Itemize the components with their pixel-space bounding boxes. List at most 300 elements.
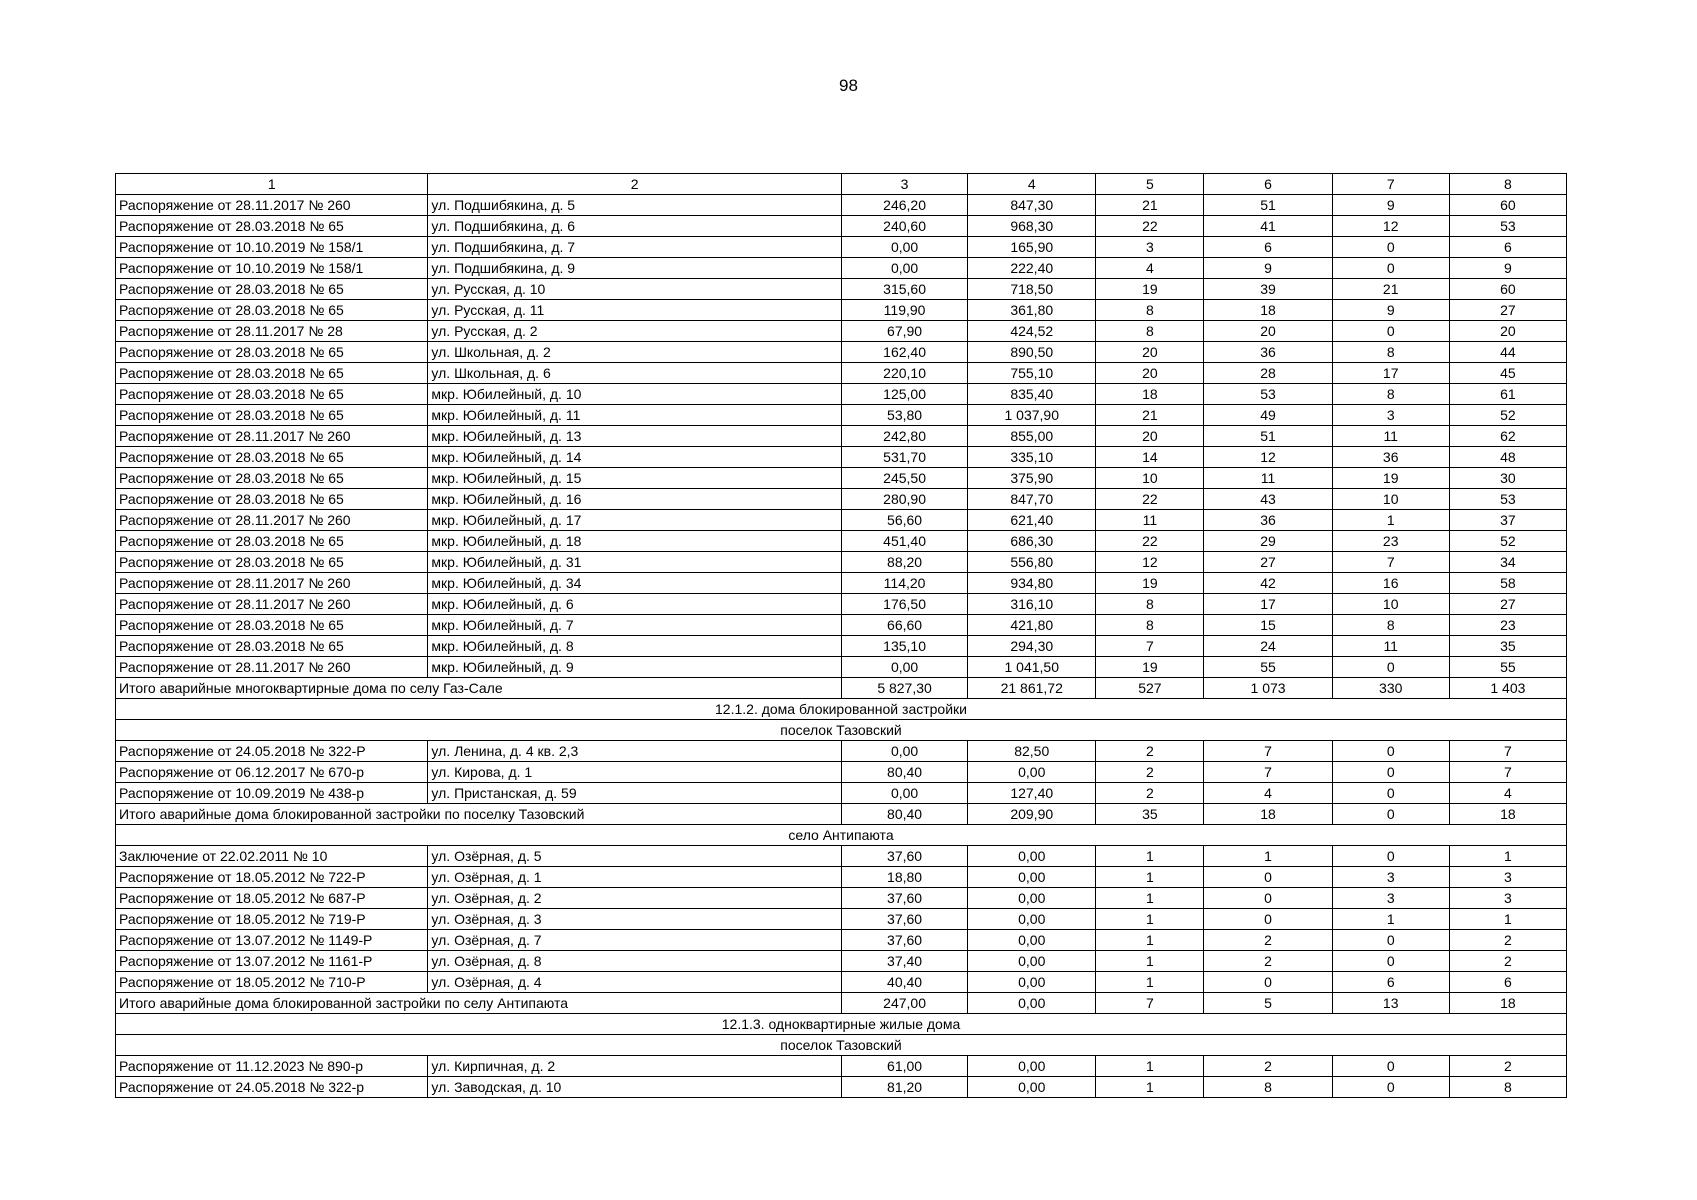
value-cell: 0 — [1332, 783, 1449, 804]
value-cell: 8 — [1332, 342, 1449, 363]
value-cell: 3 — [1332, 405, 1449, 426]
value-cell: 0 — [1204, 909, 1332, 930]
value-cell: 12 — [1332, 216, 1449, 237]
total-row — [116, 678, 1567, 699]
value-cell: 0 — [1332, 1077, 1449, 1098]
value-cell: 8 — [1204, 1077, 1332, 1098]
value-cell: 125,00 — [841, 384, 967, 405]
value-cell: 1 — [1332, 510, 1449, 531]
value-cell: 890,50 — [968, 342, 1096, 363]
value-cell: 0 — [1332, 951, 1449, 972]
table-row — [116, 468, 1567, 489]
document-cell: Распоряжение от 28.03.2018 № 65 — [116, 489, 428, 510]
value-cell: 1 — [1096, 909, 1204, 930]
table-row — [116, 195, 1567, 216]
value-cell: 7 — [1204, 762, 1332, 783]
value-cell: 45 — [1449, 363, 1566, 384]
document-cell: Распоряжение от 10.10.2019 № 158/1 — [116, 237, 428, 258]
value-cell: 3 — [1332, 888, 1449, 909]
value-cell: 20 — [1204, 321, 1332, 342]
total-label: Итого аварийные дома блокированной застройки по селу Антипаюта — [116, 993, 842, 1014]
value-cell: 0,00 — [841, 783, 967, 804]
table-row — [116, 405, 1567, 426]
value-cell: 24 — [1204, 636, 1332, 657]
value-cell: 1 — [1096, 951, 1204, 972]
section-title: поселок Тазовский — [116, 720, 1567, 741]
page-number: 98 — [839, 76, 858, 95]
value-cell: 27 — [1449, 594, 1566, 615]
value-cell: 0 — [1332, 930, 1449, 951]
value-cell: 0,00 — [968, 1056, 1096, 1077]
address-cell: мкр. Юбилейный, д. 34 — [428, 573, 842, 594]
value-cell: 6 — [1332, 972, 1449, 993]
table-row — [116, 300, 1567, 321]
header-cell: 3 — [841, 174, 967, 195]
document-cell: Распоряжение от 28.11.2017 № 260 — [116, 195, 428, 216]
value-cell: 20 — [1096, 426, 1204, 447]
value-cell: 16 — [1332, 573, 1449, 594]
address-cell: мкр. Юбилейный, д. 8 — [428, 636, 842, 657]
value-cell: 2 — [1096, 762, 1204, 783]
value-cell: 9 — [1204, 258, 1332, 279]
address-cell: ул. Озёрная, д. 8 — [428, 951, 842, 972]
value-cell: 53 — [1204, 384, 1332, 405]
value-cell: 21 — [1096, 405, 1204, 426]
value-cell: 17 — [1204, 594, 1332, 615]
value-cell: 0 — [1204, 972, 1332, 993]
total-value-cell: 18 — [1449, 993, 1566, 1014]
document-cell: Распоряжение от 18.05.2012 № 722-Р — [116, 867, 428, 888]
value-cell: 1 041,50 — [968, 657, 1096, 678]
value-cell: 0 — [1332, 1056, 1449, 1077]
document-cell: Распоряжение от 28.11.2017 № 260 — [116, 510, 428, 531]
value-cell: 2 — [1096, 783, 1204, 804]
table-row — [116, 594, 1567, 615]
value-cell: 55 — [1204, 657, 1332, 678]
value-cell: 9 — [1332, 300, 1449, 321]
value-cell: 718,50 — [968, 279, 1096, 300]
value-cell: 119,90 — [841, 300, 967, 321]
address-cell: ул. Ленина, д. 4 кв. 2,3 — [428, 741, 842, 762]
value-cell: 62 — [1449, 426, 1566, 447]
value-cell: 11 — [1332, 426, 1449, 447]
table-row — [116, 636, 1567, 657]
address-cell: ул. Озёрная, д. 5 — [428, 846, 842, 867]
value-cell: 114,20 — [841, 573, 967, 594]
value-cell: 135,10 — [841, 636, 967, 657]
document-cell: Распоряжение от 13.07.2012 № 1149-Р — [116, 930, 428, 951]
value-cell: 847,70 — [968, 489, 1096, 510]
value-cell: 55 — [1449, 657, 1566, 678]
value-cell: 11 — [1204, 468, 1332, 489]
value-cell: 18 — [1204, 300, 1332, 321]
value-cell: 22 — [1096, 216, 1204, 237]
document-cell: Распоряжение от 18.05.2012 № 710-Р — [116, 972, 428, 993]
section-title: поселок Тазовский — [116, 1035, 1567, 1056]
section-row — [116, 720, 1567, 741]
table-row — [116, 762, 1567, 783]
section-title: 12.1.2. дома блокированной застройки — [116, 699, 1567, 720]
value-cell: 37,60 — [841, 930, 967, 951]
value-cell: 0,00 — [968, 867, 1096, 888]
value-cell: 12 — [1096, 552, 1204, 573]
value-cell: 316,10 — [968, 594, 1096, 615]
value-cell: 8 — [1096, 615, 1204, 636]
value-cell: 10 — [1332, 489, 1449, 510]
table-body — [116, 174, 1567, 1098]
value-cell: 0,00 — [968, 972, 1096, 993]
value-cell: 51 — [1204, 426, 1332, 447]
value-cell: 220,10 — [841, 363, 967, 384]
value-cell: 1 — [1096, 888, 1204, 909]
value-cell: 40,40 — [841, 972, 967, 993]
address-cell: ул. Заводская, д. 10 — [428, 1077, 842, 1098]
value-cell: 2 — [1204, 930, 1332, 951]
value-cell: 0,00 — [841, 258, 967, 279]
document-cell: Распоряжение от 10.09.2019 № 438-р — [116, 783, 428, 804]
table-row — [116, 552, 1567, 573]
address-cell: мкр. Юбилейный, д. 18 — [428, 531, 842, 552]
value-cell: 53 — [1449, 489, 1566, 510]
value-cell: 81,20 — [841, 1077, 967, 1098]
total-value-cell: 330 — [1332, 678, 1449, 699]
value-cell: 37 — [1449, 510, 1566, 531]
address-cell: мкр. Юбилейный, д. 16 — [428, 489, 842, 510]
value-cell: 1 037,90 — [968, 405, 1096, 426]
value-cell: 835,40 — [968, 384, 1096, 405]
address-cell: мкр. Юбилейный, д. 6 — [428, 594, 842, 615]
value-cell: 127,40 — [968, 783, 1096, 804]
value-cell: 21 — [1096, 195, 1204, 216]
value-cell: 10 — [1332, 594, 1449, 615]
value-cell: 0,00 — [841, 237, 967, 258]
value-cell: 2 — [1449, 951, 1566, 972]
value-cell: 19 — [1096, 573, 1204, 594]
document-cell: Распоряжение от 28.11.2017 № 260 — [116, 426, 428, 447]
total-value-cell: 35 — [1096, 804, 1204, 825]
value-cell: 43 — [1204, 489, 1332, 510]
value-cell: 10 — [1096, 468, 1204, 489]
document-cell: Распоряжение от 28.03.2018 № 65 — [116, 300, 428, 321]
value-cell: 4 — [1204, 783, 1332, 804]
table-row — [116, 1077, 1567, 1098]
value-cell: 421,80 — [968, 615, 1096, 636]
address-cell: мкр. Юбилейный, д. 14 — [428, 447, 842, 468]
document-cell: Распоряжение от 28.03.2018 № 65 — [116, 384, 428, 405]
value-cell: 18,80 — [841, 867, 967, 888]
value-cell: 755,10 — [968, 363, 1096, 384]
value-cell: 242,80 — [841, 426, 967, 447]
address-cell: мкр. Юбилейный, д. 7 — [428, 615, 842, 636]
table-row — [116, 384, 1567, 405]
address-cell: ул. Школьная, д. 2 — [428, 342, 842, 363]
table-row — [116, 363, 1567, 384]
value-cell: 0 — [1332, 846, 1449, 867]
value-cell: 56,60 — [841, 510, 967, 531]
address-cell: мкр. Юбилейный, д. 31 — [428, 552, 842, 573]
header-cell: 8 — [1449, 174, 1566, 195]
table-row — [116, 972, 1567, 993]
value-cell: 30 — [1449, 468, 1566, 489]
address-cell: ул. Подшибякина, д. 7 — [428, 237, 842, 258]
value-cell: 240,60 — [841, 216, 967, 237]
value-cell: 52 — [1449, 531, 1566, 552]
value-cell: 37,60 — [841, 846, 967, 867]
value-cell: 27 — [1449, 300, 1566, 321]
document-cell: Распоряжение от 24.05.2018 № 322-Р — [116, 741, 428, 762]
value-cell: 8 — [1096, 300, 1204, 321]
document-cell: Распоряжение от 28.11.2017 № 28 — [116, 321, 428, 342]
header-row — [116, 174, 1567, 195]
value-cell: 0,00 — [968, 762, 1096, 783]
table-row — [116, 447, 1567, 468]
value-cell: 18 — [1096, 384, 1204, 405]
address-cell: ул. Кирпичная, д. 2 — [428, 1056, 842, 1077]
value-cell: 52 — [1449, 405, 1566, 426]
table-row — [116, 510, 1567, 531]
header-cell: 2 — [428, 174, 842, 195]
document-cell: Распоряжение от 28.11.2017 № 260 — [116, 573, 428, 594]
total-value-cell: 5 — [1204, 993, 1332, 1014]
value-cell: 0 — [1332, 258, 1449, 279]
value-cell: 23 — [1332, 531, 1449, 552]
value-cell: 0 — [1204, 867, 1332, 888]
value-cell: 19 — [1332, 468, 1449, 489]
value-cell: 0 — [1204, 888, 1332, 909]
document-cell: Распоряжение от 28.11.2017 № 260 — [116, 657, 428, 678]
value-cell: 1 — [1449, 909, 1566, 930]
value-cell: 9 — [1449, 258, 1566, 279]
value-cell: 176,50 — [841, 594, 967, 615]
document-cell: Распоряжение от 18.05.2012 № 719-Р — [116, 909, 428, 930]
value-cell: 7 — [1332, 552, 1449, 573]
value-cell: 8 — [1449, 1077, 1566, 1098]
value-cell: 686,30 — [968, 531, 1096, 552]
address-cell: мкр. Юбилейный, д. 17 — [428, 510, 842, 531]
table-row — [116, 783, 1567, 804]
value-cell: 2 — [1449, 1056, 1566, 1077]
value-cell: 280,90 — [841, 489, 967, 510]
total-value-cell: 18 — [1204, 804, 1332, 825]
table-row — [116, 846, 1567, 867]
value-cell: 2 — [1204, 951, 1332, 972]
section-row — [116, 699, 1567, 720]
value-cell: 1 — [1096, 846, 1204, 867]
document-cell: Распоряжение от 28.03.2018 № 65 — [116, 405, 428, 426]
value-cell: 8 — [1332, 615, 1449, 636]
section-title: 12.1.3. одноквартирные жилые дома — [116, 1014, 1567, 1035]
value-cell: 245,50 — [841, 468, 967, 489]
table-row — [116, 321, 1567, 342]
section-row — [116, 825, 1567, 846]
address-cell: ул. Школьная, д. 6 — [428, 363, 842, 384]
table-row — [116, 342, 1567, 363]
table-row — [116, 888, 1567, 909]
value-cell: 27 — [1204, 552, 1332, 573]
value-cell: 35 — [1449, 636, 1566, 657]
value-cell: 0,00 — [968, 1077, 1096, 1098]
value-cell: 34 — [1449, 552, 1566, 573]
total-value-cell: 5 827,30 — [841, 678, 967, 699]
value-cell: 0,00 — [841, 657, 967, 678]
value-cell: 335,10 — [968, 447, 1096, 468]
document-cell: Распоряжение от 28.03.2018 № 65 — [116, 615, 428, 636]
housing-table — [115, 173, 1567, 1098]
value-cell: 21 — [1332, 279, 1449, 300]
value-cell: 1 — [1096, 972, 1204, 993]
address-cell: мкр. Юбилейный, д. 11 — [428, 405, 842, 426]
total-value-cell: 527 — [1096, 678, 1204, 699]
document-cell: Распоряжение от 28.03.2018 № 65 — [116, 531, 428, 552]
value-cell: 0 — [1332, 762, 1449, 783]
value-cell: 6 — [1204, 237, 1332, 258]
value-cell: 8 — [1096, 321, 1204, 342]
value-cell: 58 — [1449, 573, 1566, 594]
value-cell: 0 — [1332, 657, 1449, 678]
document-cell: Распоряжение от 06.12.2017 № 670-р — [116, 762, 428, 783]
value-cell: 0,00 — [968, 930, 1096, 951]
value-cell: 48 — [1449, 447, 1566, 468]
value-cell: 1 — [1096, 930, 1204, 951]
value-cell: 4 — [1449, 783, 1566, 804]
value-cell: 361,80 — [968, 300, 1096, 321]
address-cell: мкр. Юбилейный, д. 9 — [428, 657, 842, 678]
value-cell: 29 — [1204, 531, 1332, 552]
total-value-cell: 13 — [1332, 993, 1449, 1014]
address-cell: ул. Озёрная, д. 7 — [428, 930, 842, 951]
table-row — [116, 279, 1567, 300]
total-value-cell: 0 — [1332, 804, 1449, 825]
address-cell: ул. Пристанская, д. 59 — [428, 783, 842, 804]
value-cell: 8 — [1332, 384, 1449, 405]
value-cell: 246,20 — [841, 195, 967, 216]
value-cell: 1 — [1096, 1056, 1204, 1077]
value-cell: 1 — [1449, 846, 1566, 867]
value-cell: 42 — [1204, 573, 1332, 594]
section-title: село Антипаюта — [116, 825, 1567, 846]
table-row — [116, 741, 1567, 762]
header-cell: 6 — [1204, 174, 1332, 195]
value-cell: 531,70 — [841, 447, 967, 468]
value-cell: 66,60 — [841, 615, 967, 636]
value-cell: 0,00 — [968, 888, 1096, 909]
table-row — [116, 615, 1567, 636]
value-cell: 23 — [1449, 615, 1566, 636]
value-cell: 7 — [1449, 762, 1566, 783]
table-row — [116, 489, 1567, 510]
value-cell: 80,40 — [841, 762, 967, 783]
address-cell: ул. Русская, д. 10 — [428, 279, 842, 300]
value-cell: 51 — [1204, 195, 1332, 216]
value-cell: 621,40 — [968, 510, 1096, 531]
value-cell: 934,80 — [968, 573, 1096, 594]
header-cell: 7 — [1332, 174, 1449, 195]
address-cell: ул. Русская, д. 11 — [428, 300, 842, 321]
table-row — [116, 867, 1567, 888]
value-cell: 20 — [1449, 321, 1566, 342]
value-cell: 2 — [1096, 741, 1204, 762]
value-cell: 11 — [1096, 510, 1204, 531]
total-row — [116, 804, 1567, 825]
value-cell: 0 — [1332, 321, 1449, 342]
address-cell: ул. Подшибякина, д. 9 — [428, 258, 842, 279]
value-cell: 60 — [1449, 279, 1566, 300]
document-cell: Распоряжение от 10.10.2019 № 158/1 — [116, 258, 428, 279]
table-row — [116, 657, 1567, 678]
value-cell: 6 — [1449, 237, 1566, 258]
value-cell: 968,30 — [968, 216, 1096, 237]
table-row — [116, 573, 1567, 594]
table-row — [116, 1056, 1567, 1077]
address-cell: ул. Озёрная, д. 2 — [428, 888, 842, 909]
value-cell: 36 — [1332, 447, 1449, 468]
table-row — [116, 258, 1567, 279]
table-row — [116, 426, 1567, 447]
total-row — [116, 993, 1567, 1014]
address-cell: ул. Подшибякина, д. 6 — [428, 216, 842, 237]
value-cell: 3 — [1449, 888, 1566, 909]
document-cell: Распоряжение от 28.03.2018 № 65 — [116, 468, 428, 489]
address-cell: мкр. Юбилейный, д. 13 — [428, 426, 842, 447]
value-cell: 0,00 — [968, 846, 1096, 867]
document-cell: Распоряжение от 28.03.2018 № 65 — [116, 216, 428, 237]
value-cell: 1 — [1096, 867, 1204, 888]
value-cell: 53,80 — [841, 405, 967, 426]
value-cell: 22 — [1096, 531, 1204, 552]
value-cell: 424,52 — [968, 321, 1096, 342]
value-cell: 41 — [1204, 216, 1332, 237]
address-cell: мкр. Юбилейный, д. 10 — [428, 384, 842, 405]
address-cell: ул. Озёрная, д. 1 — [428, 867, 842, 888]
table-row — [116, 531, 1567, 552]
document-cell: Распоряжение от 28.03.2018 № 65 — [116, 552, 428, 573]
total-value-cell: 1 073 — [1204, 678, 1332, 699]
value-cell: 14 — [1096, 447, 1204, 468]
value-cell: 8 — [1096, 594, 1204, 615]
value-cell: 61 — [1449, 384, 1566, 405]
value-cell: 3 — [1096, 237, 1204, 258]
value-cell: 4 — [1096, 258, 1204, 279]
value-cell: 17 — [1332, 363, 1449, 384]
value-cell: 315,60 — [841, 279, 967, 300]
value-cell: 2 — [1204, 1056, 1332, 1077]
value-cell: 37,60 — [841, 888, 967, 909]
total-value-cell: 209,90 — [968, 804, 1096, 825]
address-cell: мкр. Юбилейный, д. 15 — [428, 468, 842, 489]
value-cell: 3 — [1449, 867, 1566, 888]
value-cell: 19 — [1096, 657, 1204, 678]
total-value-cell: 1 403 — [1449, 678, 1566, 699]
value-cell: 1 — [1204, 846, 1332, 867]
table-row — [116, 237, 1567, 258]
document-cell: Распоряжение от 28.03.2018 № 65 — [116, 279, 428, 300]
total-value-cell: 7 — [1096, 993, 1204, 1014]
value-cell: 88,20 — [841, 552, 967, 573]
value-cell: 0 — [1332, 237, 1449, 258]
value-cell: 20 — [1096, 342, 1204, 363]
total-label: Итого аварийные дома блокированной застройки по поселку Тазовский — [116, 804, 842, 825]
address-cell: ул. Кирова, д. 1 — [428, 762, 842, 783]
table-row — [116, 909, 1567, 930]
value-cell: 162,40 — [841, 342, 967, 363]
value-cell: 1 — [1332, 909, 1449, 930]
section-row — [116, 1014, 1567, 1035]
total-value-cell: 0,00 — [968, 993, 1096, 1014]
value-cell: 7 — [1449, 741, 1566, 762]
address-cell: ул. Озёрная, д. 3 — [428, 909, 842, 930]
value-cell: 28 — [1204, 363, 1332, 384]
header-cell: 4 — [968, 174, 1096, 195]
